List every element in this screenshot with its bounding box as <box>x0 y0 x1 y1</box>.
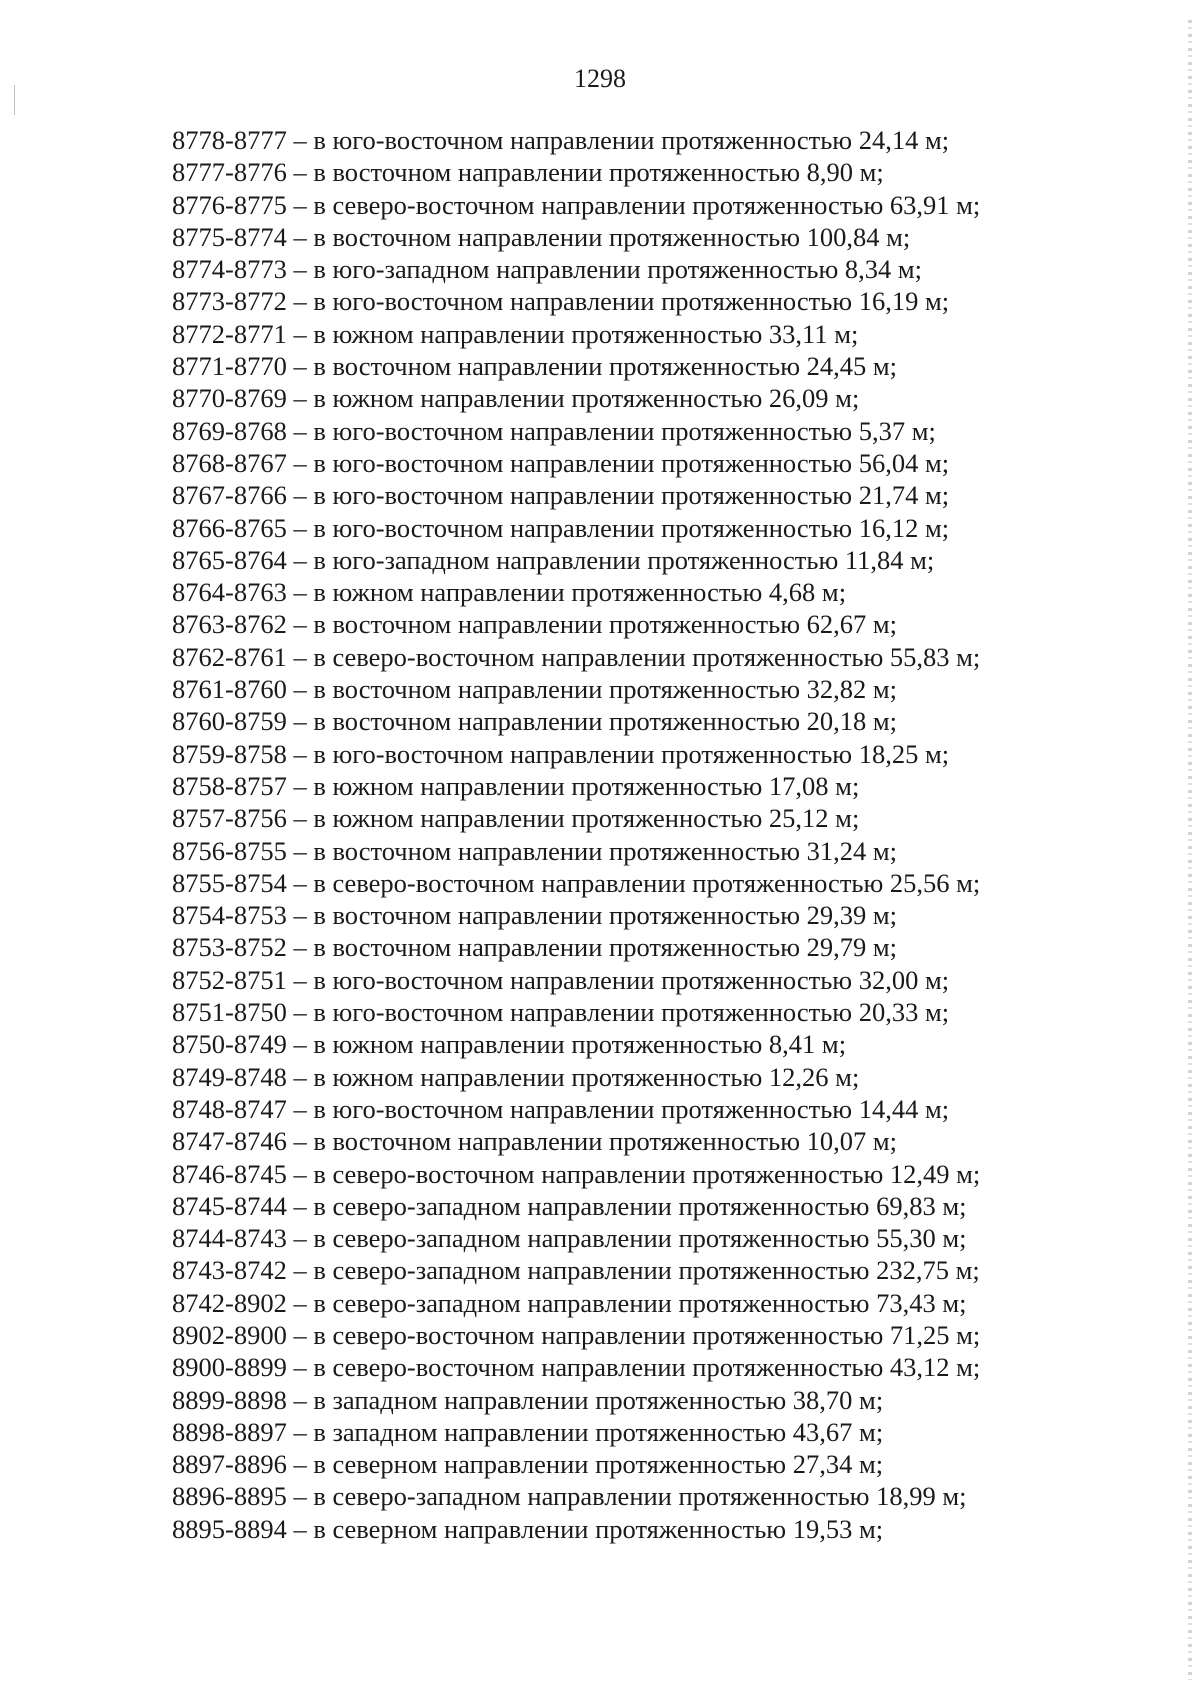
boundary-segment-line: 8775-8774 – в восточном направлении протяженностью 100,84 м; <box>172 221 911 252</box>
boundary-segment-line: 8768-8767 – в юго-восточном направлении протяженностью 56,04 м; <box>172 447 950 478</box>
boundary-segment-line: 8742-8902 – в северо-западном направлении протяженностью 73,43 м; <box>172 1287 967 1318</box>
boundary-segment-line: 8756-8755 – в восточном направлении протяженностью 31,24 м; <box>172 835 897 866</box>
boundary-segment-line: 8777-8776 – в восточном направлении протяженностью 8,90 м; <box>172 157 884 188</box>
boundary-segment-line: 8899-8898 – в западном направлении протяженностью 38,70 м; <box>172 1384 884 1415</box>
boundary-segment-line: 8758-8757 – в южном направлении протяженностью 17,08 м; <box>172 770 860 801</box>
boundary-segment-line: 8772-8771 – в южном направлении протяженностью 33,11 м; <box>172 318 859 349</box>
boundary-segment-line: 8770-8769 – в южном направлении протяженностью 26,09 м; <box>172 383 860 414</box>
boundary-segment-line: 8778-8777 – в юго-восточном направлении протяженностью 24,14 м; <box>172 125 950 155</box>
boundary-segment-line: 8776-8775 – в северо-восточном направлении протяженностью 63,91 м; <box>172 189 981 220</box>
boundary-segment-line: 8751-8750 – в юго-восточном направлении протяженностью 20,33 м; <box>172 997 950 1028</box>
page-number: 1298 <box>574 64 626 93</box>
boundary-segment-line: 8747-8746 – в восточном направлении протяженностью 10,07 м; <box>172 1126 897 1157</box>
boundary-segment-line: 8761-8760 – в восточном направлении протяженностью 32,82 м; <box>172 674 897 705</box>
boundary-segment-line: 8896-8895 – в северо-западном направлении протяженностью 18,99 м; <box>172 1481 967 1512</box>
boundary-segment-line: 8759-8758 – в юго-восточном направлении протяженностью 18,25 м; <box>172 738 950 769</box>
boundary-segment-line: 8767-8766 – в юго-восточном направлении протяженностью 21,74 м; <box>172 480 950 511</box>
boundary-segment-line: 8771-8770 – в восточном направлении протяженностью 24,45 м; <box>172 351 897 382</box>
boundary-segment-line: 8763-8762 – в восточном направлении протяженностью 62,67 м; <box>172 609 897 640</box>
boundary-segment-line: 8764-8763 – в южном направлении протяженностью 4,68 м; <box>172 577 847 608</box>
boundary-segment-line: 8765-8764 – в юго-западном направлении протяженностью 11,84 м; <box>172 544 935 575</box>
boundary-segment-line: 8774-8773 – в юго-западном направлении протяженностью 8,34 м; <box>172 254 923 285</box>
boundary-segment-line: 8757-8756 – в южном направлении протяженностью 25,12 м; <box>172 803 860 834</box>
boundary-segment-line: 8745-8744 – в северо-западном направлении протяженностью 69,83 м; <box>172 1190 967 1221</box>
boundary-segment-line: 8743-8742 – в северо-западном направлении протяженностью 232,75 м; <box>172 1255 980 1286</box>
boundary-segment-line: 8746-8745 – в северо-восточном направлении протяженностью 12,49 м; <box>172 1158 981 1189</box>
boundary-segment-line: 8762-8761 – в северо-восточном направлении протяженностью 55,83 м; <box>172 641 981 672</box>
boundary-segment-line: 8898-8897 – в западном направлении протяженностью 43,67 м; <box>172 1416 884 1447</box>
boundary-segment-line: 8749-8748 – в южном направлении протяженностью 12,26 м; <box>172 1061 860 1092</box>
boundary-segment-line: 8755-8754 – в северо-восточном направлении протяженностью 25,56 м; <box>172 867 981 898</box>
boundary-segment-line: 8752-8751 – в юго-восточном направлении протяженностью 32,00 м; <box>172 964 950 995</box>
boundary-segment-line: 8753-8752 – в восточном направлении протяженностью 29,79 м; <box>172 932 897 963</box>
boundary-segment-line: 8773-8772 – в юго-восточном направлении протяженностью 16,19 м; <box>172 286 950 317</box>
boundary-segment-line: 8748-8747 – в юго-восточном направлении протяженностью 14,44 м; <box>172 1093 950 1124</box>
boundary-segment-line: 8895-8894 – в северном направлении протяженностью 19,53 м; <box>172 1513 884 1544</box>
scan-edge-artifact <box>1188 20 1192 1680</box>
boundary-segment-line: 8754-8753 – в восточном направлении протяженностью 29,39 м; <box>172 900 897 931</box>
boundary-segment-line: 8750-8749 – в южном направлении протяженностью 8,41 м; <box>172 1029 847 1060</box>
boundary-description-list <box>172 124 980 1545</box>
boundary-segment-line: 8760-8759 – в восточном направлении протяженностью 20,18 м; <box>172 706 897 737</box>
boundary-segment-line: 8769-8768 – в юго-восточном направлении протяженностью 5,37 м; <box>172 415 936 446</box>
boundary-segment-line: 8897-8896 – в северном направлении протяженностью 27,34 м; <box>172 1449 884 1480</box>
boundary-segment-line: 8900-8899 – в северо-восточном направлении протяженностью 43,12 м; <box>172 1352 981 1383</box>
boundary-segment-line: 8766-8765 – в юго-восточном направлении протяженностью 16,12 м; <box>172 512 950 543</box>
boundary-segment-line: 8744-8743 – в северо-западном направлении протяженностью 55,30 м; <box>172 1223 967 1254</box>
boundary-segment-line: 8902-8900 – в северо-восточном направлении протяженностью 71,25 м; <box>172 1319 981 1350</box>
